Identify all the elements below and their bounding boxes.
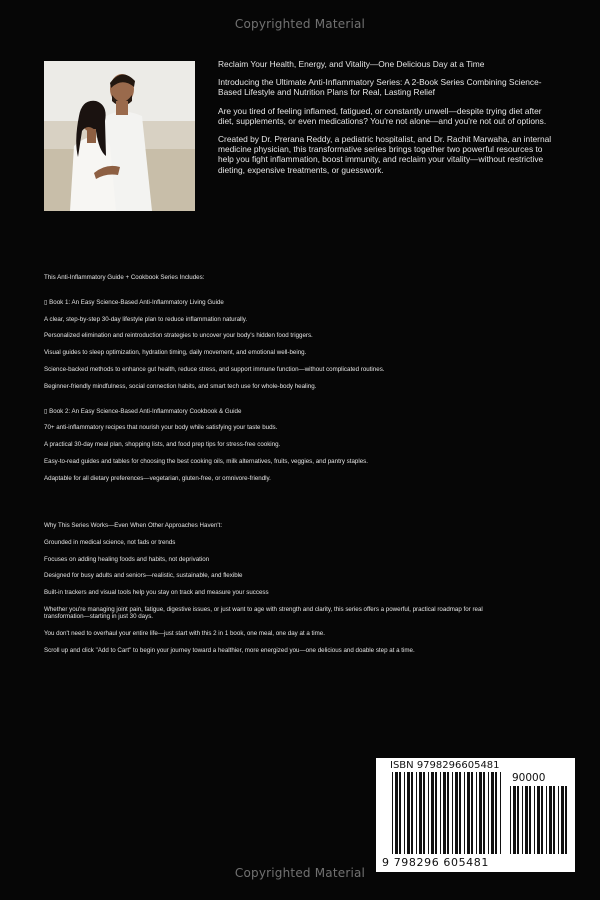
cta-paragraph: Scroll up and click "Add to Cart" to begin your journey toward a healthier, more energized you—one delicious and doable step at a time. bbox=[44, 647, 415, 655]
why-heading: Why This Series Works—Even When Other Approaches Haven't: bbox=[44, 522, 223, 529]
whether-paragraph: Whether you're managing joint pain, fatigue, digestive issues, or just want to age with strength and clarity, this series offers a powerful, practical roadmap for real transformation—starting in just 30 days. bbox=[44, 605, 483, 621]
introducing-paragraph: Introducing the Ultimate Anti-Inflammatory Series: A 2-Book Series Combining Science-Based Lifestyle and Nutrition Plans for Real, Lasting Relief bbox=[218, 77, 542, 98]
watermark-bottom: Copyrighted Material bbox=[234, 866, 366, 880]
watermark-top: Copyrighted Material bbox=[234, 17, 366, 31]
book2-title: ▯ Book 2: An Easy Science-Based Anti-Inflammatory Cookbook & Guide bbox=[44, 407, 242, 415]
isbn-barcode bbox=[376, 758, 575, 872]
why-section bbox=[44, 522, 514, 664]
list-item: Personalized elimination and reintroduction strategies to uncover your body's hidden food triggers. bbox=[44, 332, 313, 340]
list-item: Easy-to-read guides and tables for choosing the best cooking oils, milk alternatives, fruits, veggies, and pantry staples. bbox=[44, 457, 368, 465]
list-item: Designed for busy adults and seniors—realistic, sustainable, and flexible bbox=[44, 572, 243, 580]
series-heading: This Anti-Inflammatory Guide + Cookbook Series Includes: bbox=[44, 274, 205, 281]
list-item: Visual guides to sleep optimization, hydration timing, daily movement, and emotional well-being. bbox=[44, 349, 307, 357]
overhaul-paragraph: You don't need to overhaul your entire life—just start with this 2 in 1 book, one meal, one day at a time. bbox=[44, 630, 325, 638]
price-code: 90000 bbox=[512, 772, 546, 784]
book1-title: ▯ Book 1: An Easy Science-Based Anti-Inflammatory Living Guide bbox=[44, 298, 224, 306]
list-item: 70+ anti-inflammatory recipes that nourish your body while satisfying your taste buds. bbox=[44, 424, 278, 432]
intro-text bbox=[218, 59, 558, 183]
headline: Reclaim Your Health, Energy, and Vitality—One Delicious Day at a Time bbox=[218, 59, 485, 69]
isbn-label: ISBN 9798296605481 bbox=[390, 760, 500, 771]
list-item: A practical 30-day meal plan, shopping lists, and food prep tips for stress-free cooking. bbox=[44, 441, 281, 449]
authors-paragraph: Created by Dr. Prerana Reddy, a pediatric hospitalist, and Dr. Rachit Marwaha, an internal medicine physician, this transformative series brings together two powerful resources to help you fight inflammation, boost immunity, and reclaim your vitality—without restrictive dieting, expensive treatments, or guesswork. bbox=[218, 134, 552, 175]
list-item: Grounded in medical science, not fads or trends bbox=[44, 538, 176, 546]
list-item: Focuses on adding healing foods and habits, not deprivation bbox=[44, 555, 210, 563]
list-item: Science-backed methods to enhance gut health, reduce stress, and support immune function—without complicated routines. bbox=[44, 365, 385, 373]
list-item: Beginner-friendly mindfulness, social connection habits, and smart tech use for whole-body healing. bbox=[44, 382, 317, 390]
question-paragraph: Are you tired of feeling inflamed, fatigued, or constantly unwell—despite trying diet after diet, supplements, or even medications? You're not alone—and you're not out of options. bbox=[218, 105, 547, 126]
list-item: A clear, step-by-step 30-day lifestyle plan to reduce inflammation naturally. bbox=[44, 315, 248, 323]
list-item: Built-in trackers and visual tools help you stay on track and measure your success bbox=[44, 589, 269, 597]
author-photo bbox=[44, 61, 195, 211]
isbn-number: 9 798296 605481 bbox=[382, 856, 489, 869]
list-item: Adaptable for all dietary preferences—vegetarian, gluten-free, or omnivore-friendly. bbox=[44, 474, 271, 482]
series-contents bbox=[44, 274, 514, 492]
